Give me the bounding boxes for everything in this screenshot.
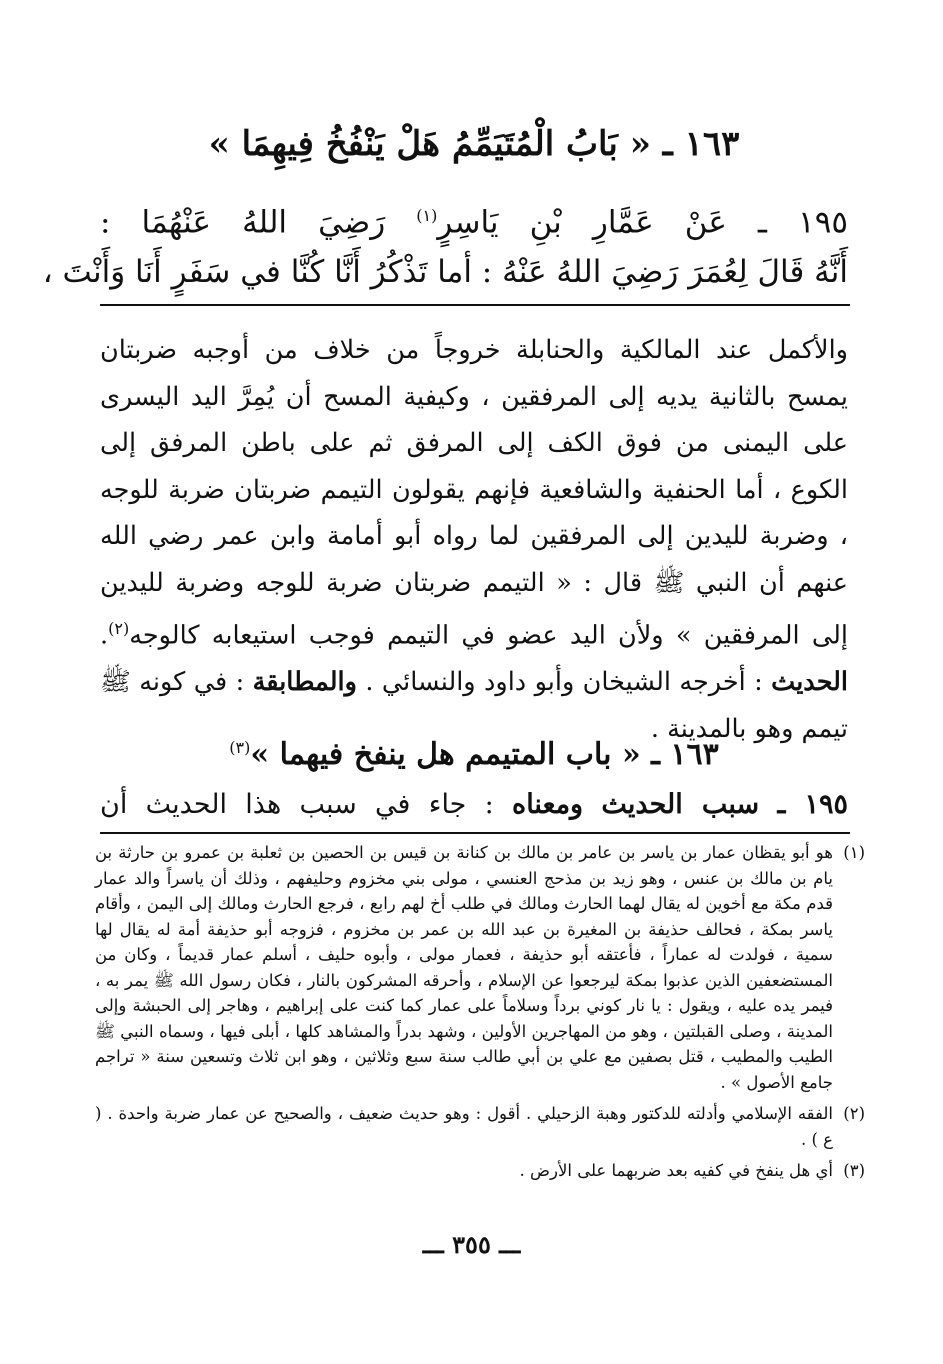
match-text: : في كونه ﷺ تيمم وهو بالمدينة . <box>100 667 848 744</box>
page-number: ـــ ٣٥٥ ـــ <box>422 1230 521 1259</box>
hadith-text: أَنَّهُ قَالَ لِعُمَرَ رَضِيَ اللهُ عَنْهُ : أما تَذْكُرُ أَنَّا كُنَّا في سَفَرٍ أَنَا وَأَنْتَ ، <box>42 254 848 290</box>
footnote-text: الفقه الإسلامي وأدلته للدكتور وهبة الزحيلي . أقول : وهو حديث ضعيف ، والصحيح عن عمار ضربة واحدة . ( ع ) . <box>95 1104 833 1149</box>
sub-hadith-label: سبب الحديث <box>601 789 760 820</box>
footnote-ref-2: (٢) <box>108 619 130 638</box>
footnote-ref-1: (١) <box>416 206 438 225</box>
footnote <box>95 1101 865 1152</box>
commentary-text: والأكمل عند المالكية والحنابلة خروجاً من خلاف من أوجبه ضربتان يمسح بالثانية يديه إلى المرفقين ، وكيفية المسح أن يُمِرَّ اليد اليسرى على اليمنى من فوق الكف إلى المرفق ثم على باطن المرفق إلى الكوع ، أما الحنفية والشافعية فإنهم يقولون التيمم ضربتان ضربة للوجه ، وضربة لليدين إلى المرفقين لما رواه أبو أمامة وابن عمر رضي الله عنهم أن النبي ﷺ قال : « التيمم ضربتان ضربة للوجه وضربة لليدين إلى المرفقين » ولأن اليد عضو في التيمم فوجب استيعابه كالوجه <box>100 335 848 651</box>
commentary-paragraph: والأكمل عند المالكية والحنابلة خروجاً من خلاف من أوجبه ضربتان يمسح بالثانية يديه إلى المرفقين ، وكيفية المسح أن يُمِرَّ اليد اليسرى على اليمنى من فوق الكف إلى المرفق ثم على باطن المرفق إلى الكوع ، أما الحنفية والشافعية فإنهم يقولون التيمم ضربتان ضربة للوجه ، وضربة لليدين إلى المرفقين لما رواه أبو أمامة وابن عمر رضي الله عنهم أن النبي ﷺ قال : « التيمم ضربتان ضربة للوجه وضربة لليدين إلى المرفقين » ولأن اليد عضو في التيمم فوجب استيعابه كالوجه$^{(٢)}$. الحديث : أخرجه الشيخان وأبو داود والنسائي . والمطابقة : في كونه ﷺ تيمم وهو بالمدينة . <box>100 335 849 744</box>
footnote-separator <box>100 832 850 834</box>
footnote-text: أي هل ينفخ في كفيه بعد ضربهما على الأرض . <box>519 1161 833 1180</box>
match-label: والمطابقة <box>252 667 357 697</box>
footnotes <box>95 840 865 1190</box>
footnote-text: هو أبو يقظان عمار بن ياسر بن عامر بن مالك بن كنانة بن قيس بن الحصين بن ثعلبة بن عمرو بن حارثة بن يام بن مالك بن عنس ، وهو زيد بن مذحج العنسي ، مولى بني مخزوم وحليفهم ، وذلك أن ياسراً والد عمار قدم مكة مع أخوين له يقال لهما الحارث ومالك في طلب أخ لهم رابع ، فرجع الحارث ومالك إلى اليمن ، وأقام ياسر بمكة ، فحالف حذيفة بن المغيرة بن عبد الله بن عمر بن مخزوم ، فزوجه أبو حذيفة أمة له يقال لها سمية ، فولدت له عماراً ، فأعتقه أبو حذيفة ، فعمار مولى ، وأبوه حليف ، أسلم عمار قديماً ، وكان من المستضعفين الذين عذبوا بمكة ليرجعوا عن الإسلام ، وأحرقه المشركون بالنار ، فكان رسول الله ﷺ يمر به ، فيمر يده عليه ، ويقول : يا نار كوني برداً وسلاماً على عمار كما كنت على إبراهيم ، وهاجر إلى الحبشة وإلى المدينة ، وصلى القبلتين ، وهو من المهاجرين الأولين ، وشهد بدراً والمشاهد كلها ، أبلى فيها ، وسماه النبي ﷺ الطيب والمطيب ، قتل بصفين مع علي بن أبي طالب سنة سبع وثلاثين ، وهو ابن ثلاث وتسعين سنة « تراجم جامع الأصول » . <box>95 843 833 1092</box>
sub-chapter-title <box>100 722 848 781</box>
footnote <box>95 840 865 1095</box>
hadith-source: : أخرجه الشيخان وأبو داود والنسائي . <box>365 667 763 697</box>
hadith-header <box>100 188 848 250</box>
sub-chapter-title-text: ١٦٣ ـ « باب المتيمم هل ينفخ فيهما » <box>250 737 719 772</box>
hadith-label: الحديث <box>771 667 849 697</box>
footnote <box>95 1158 865 1184</box>
hadith-header-text: ١٩٥ ـ عَنْ عَمَّارِ بْنِ يَاسِرٍ <box>437 204 848 241</box>
footnote-number: (٣) <box>843 1161 865 1180</box>
footnote-number: (٢) <box>843 1104 865 1123</box>
sub-hadith-label-2: ومعناه <box>512 789 584 820</box>
sub-hadith-line <box>100 780 848 830</box>
footnote-number: (١) <box>843 843 865 862</box>
hadith-header-end: رَضِيَ اللهُ عَنْهُمَا : <box>100 204 386 241</box>
commentary <box>100 327 848 752</box>
sub-hadith-number: ١٩٥ ـ <box>777 789 848 820</box>
sub-hadith-text: : جاء في سبب هذا الحديث أن <box>100 789 494 820</box>
hadith-separator <box>100 304 850 306</box>
chapter-title: ١٦٣ ـ « بَابُ الْمُتَيَمِّمُ هَلْ يَنْفُخُ فِيهِمَا » <box>208 124 740 164</box>
footnote-ref-3: (٣) <box>229 738 251 757</box>
